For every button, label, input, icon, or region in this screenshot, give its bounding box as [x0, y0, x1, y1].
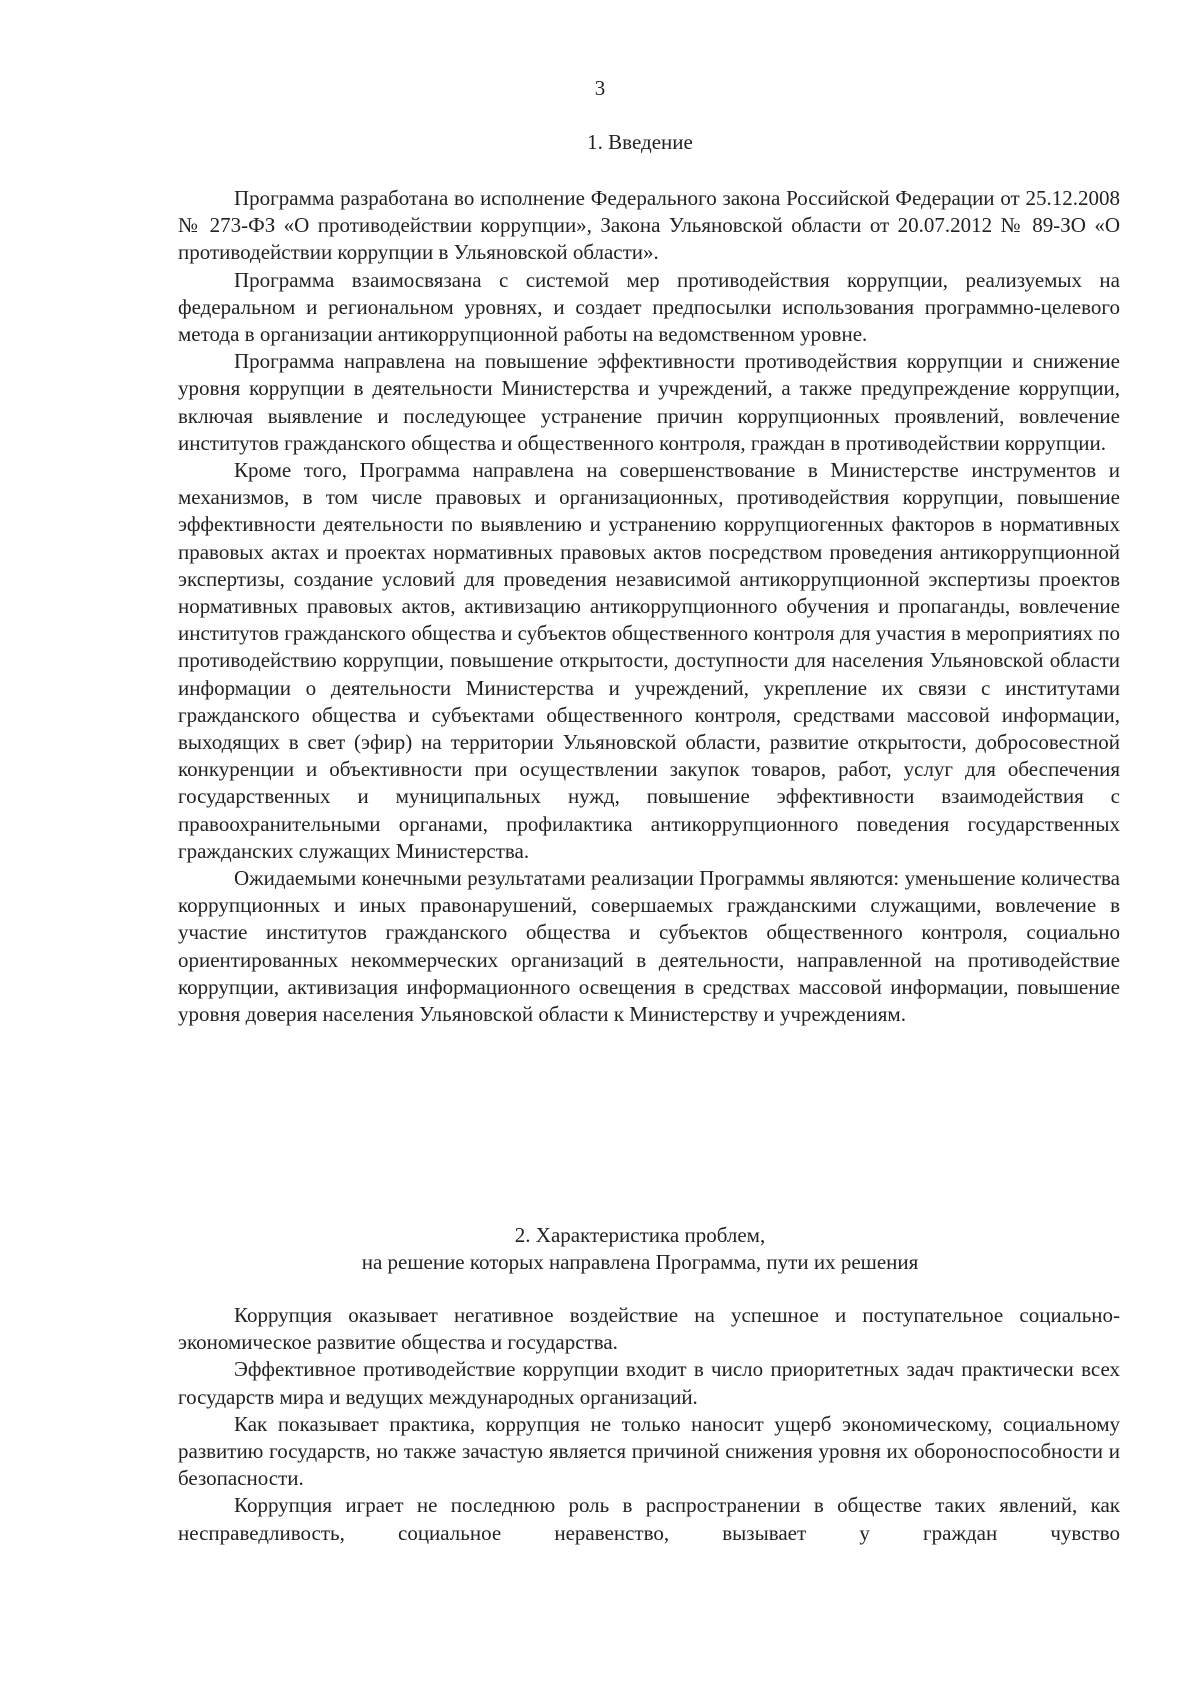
paragraph: Кроме того, Программа направлена на совершенствование в Министерстве инструментов и механизмов, в том числе правовых и организационных, противодействия коррупции, повышение эффективности деятельности по выявлению и устранению коррупциогенных факторов в нормативных правовых актах и проектах нормативных правовых актов посредством проведения антикоррупционной экспертизы, создание условий для проведения независимой антикоррупционной экспертизы проектов нормативных правовых актов, активизацию антикоррупционного обучения и пропаганды, вовлечение институтов гражданского общества и субъектов общественного контроля для участия в мероприятиях по противодействию коррупции, повышение открытости, доступности для населения Ульяновской области информации о деятельности Министерства и учреждений, укрепление их связи с институтами гражданского общества и субъектами общественного контроля, средствами массовой информации, выходящих в свет (эфир) на территории Ульяновской области, развитие открытости, добросовестной конкуренции и объективности при осуществлении закупок товаров, работ, услуг для обеспечения государственных и муниципальных нужд, повышение эффективности взаимодействия с правоохранительными органами, профилактика антикоррупционного поведения государственных гражданских служащих Министерства.: [178, 458, 1120, 863]
section-2-heading-line-1: 2. Характеристика проблем,: [514, 1223, 766, 1247]
paragraph: Программа направлена на повышение эффективности противодействия коррупции и снижение уровня коррупции в деятельности Министерства и учреждений, а также предупреждение коррупции, включая выявление и последующее устранение причин коррупционных проявлений, вовлечение институтов гражданского общества и общественного контроля, граждан в противодействии коррупции.: [178, 349, 1120, 455]
paragraph: Ожидаемыми конечными результатами реализации Программы являются: уменьшение количества коррупционных и иных правонарушений, совершаемых гражданскими служащими, вовлечение в участие институтов гражданского общества и субъектов общественного контроля, социально ориентированных некоммерческих организаций в деятельности, направленной на противодействие коррупции, активизация информационного освещения в средствах массовой информации, повышение уровня доверия населения Ульяновской области к Министерству и учреждениям.: [178, 866, 1120, 1027]
paragraph: Коррупция оказывает негативное воздействие на успешное и поступательное социально-экономическое развитие общества и государства.: [178, 1303, 1120, 1355]
paragraph: Как показывает практика, коррупция не только наносит ущерб экономическому, социальному развитию государств, но также зачастую является причиной снижения уровня их обороноспособности и безопасности.: [178, 1411, 1120, 1491]
section-2-heading: [0, 1222, 1200, 1276]
section-1-heading: 1. Введение: [587, 130, 693, 154]
page-number: 3: [594, 76, 606, 100]
paragraph: Коррупция играет не последнюю роль в распространении в обществе таких явлений, как несправедливость, социальное неравенство, вызывает у граждан чувство: [178, 1493, 1120, 1545]
paragraph: Программа разработана во исполнение Федерального закона Российской Федерации от 25.12.2008 № 273-ФЗ «О противодействии коррупции», Закона Ульяновской области от 20.07.2012 № 89-ЗО «О противодействии коррупции в Ульяновской области».: [178, 186, 1120, 265]
section-2-body: [178, 1302, 1120, 1547]
section-1-body: [178, 185, 1120, 1028]
paragraph: Программа взаимосвязана с системой мер противодействия коррупции, реализуемых на федеральном и региональном уровнях, и создает предпосылки использования программно-целевого метода в организации антикоррупционной работы на ведомственном уровне.: [178, 267, 1120, 347]
section-2-heading-line-2: на решение которых направлена Программа, пути их решения: [361, 1250, 919, 1274]
paragraph: Эффективное противодействие коррупции входит в число приоритетных задач практически всех государств мира и ведущих международных организаций.: [178, 1357, 1120, 1409]
